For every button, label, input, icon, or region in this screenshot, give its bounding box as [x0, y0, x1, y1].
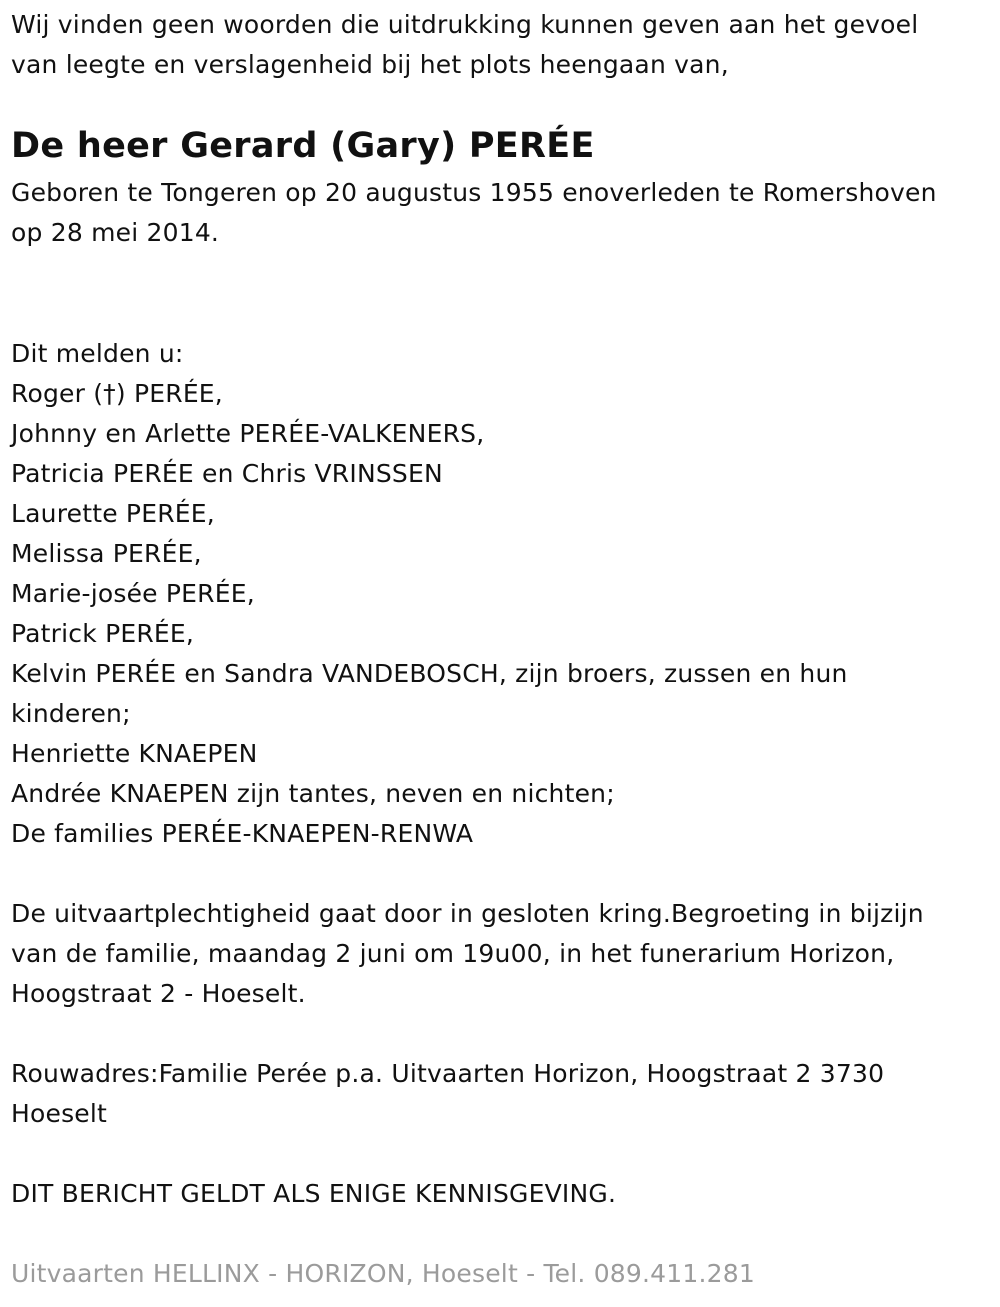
family-line: De families PERÉE-KNAEPEN-RENWA [11, 819, 474, 848]
funeral-home-footer [11, 1254, 755, 1294]
announcement-heading: Dit melden u: [11, 339, 184, 368]
funeral-line: van de familie, maandag 2 juni om 19u00, in het funerarium Horizon, [11, 939, 895, 968]
family-line: Patricia PERÉE en Chris VRINSSEN [11, 459, 443, 488]
announcement-section [11, 334, 848, 854]
family-line: Melissa PERÉE, [11, 539, 202, 568]
birth-death-line: op 28 mei 2014. [11, 218, 220, 247]
family-line: Johnny en Arlette PERÉE-VALKENERS, [11, 419, 485, 448]
notice-text: DIT BERICHT GELDT ALS ENIGE KENNISGEVING. [11, 1179, 617, 1208]
family-line: Henriette KNAEPEN [11, 739, 258, 768]
intro-paragraph [11, 5, 918, 85]
intro-line: van leegte en verslagenheid bij het plots heengaan van, [11, 50, 729, 79]
notice-statement [11, 1174, 616, 1214]
family-line: Kelvin PERÉE en Sandra VANDEBOSCH, zijn broers, zussen en hun [11, 659, 848, 688]
deceased-name: De heer Gerard (Gary) PERÉE [11, 126, 595, 166]
family-line: Andrée KNAEPEN zijn tantes, neven en nichten; [11, 779, 615, 808]
family-line: Laurette PERÉE, [11, 499, 215, 528]
birth-death-line: Geboren te Tongeren op 20 augustus 1955 enoverleden te Romershoven [11, 178, 937, 207]
address-line: Hoeselt [11, 1099, 108, 1128]
family-line: Patrick PERÉE, [11, 619, 195, 648]
birth-death-paragraph [11, 173, 937, 253]
funeral-details [11, 894, 924, 1014]
family-line: Roger (†) PERÉE, [11, 379, 223, 408]
footer-text: Uitvaarten HELLINX - HORIZON, Hoeselt - Tel. 089.411.281 [11, 1259, 755, 1288]
funeral-line: Hoogstraat 2 - Hoeselt. [11, 979, 306, 1008]
funeral-line: De uitvaartplechtigheid gaat door in gesloten kring.Begroeting in bijzijn [11, 899, 924, 928]
mourning-address [11, 1054, 884, 1134]
intro-line: Wij vinden geen woorden die uitdrukking kunnen geven aan het gevoel [11, 10, 919, 39]
family-line: kinderen; [11, 699, 131, 728]
family-line: Marie-josée PERÉE, [11, 579, 255, 608]
address-line: Rouwadres:Familie Perée p.a. Uitvaarten Horizon, Hoogstraat 2 3730 [11, 1059, 885, 1088]
